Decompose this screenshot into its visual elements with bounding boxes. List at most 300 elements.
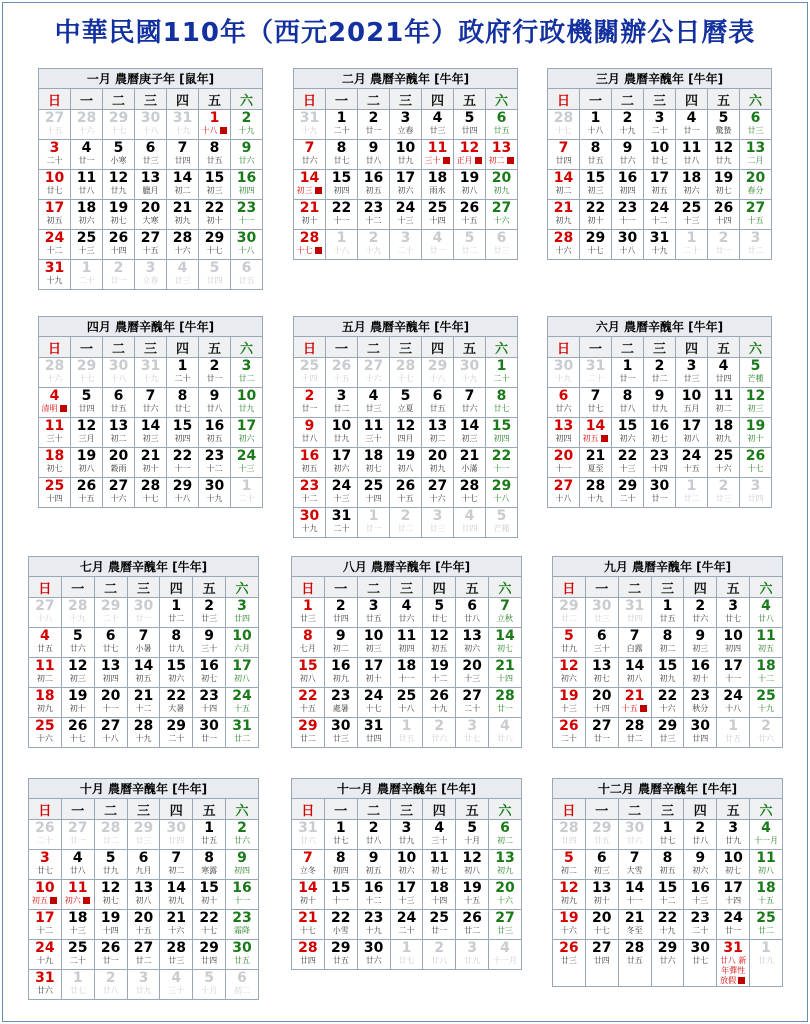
day-cell [717,940,750,987]
day-number: 14 [172,170,193,186]
day-number: 3 [145,260,156,276]
day-number: 15 [199,880,219,896]
day-number: 10 [44,170,65,186]
day-number: 23 [363,200,384,216]
lunar-date: 寒露 [201,866,218,875]
day-number: 4 [72,850,83,866]
day-number: 29 [559,598,579,614]
day-number: 4 [718,358,729,374]
lunar-date: 廿七 [69,986,86,995]
day-number: 22 [204,200,225,216]
day-cell [553,880,586,910]
weekday-header: 五 [456,577,489,598]
lunar-date: 初二 [715,404,732,413]
day-cell [357,688,390,718]
day-cell [292,850,325,880]
day-number: 24 [723,688,743,704]
lunar-date: 廿七 [493,404,510,413]
day-cell [489,718,522,748]
lunar-date: 十三 [464,674,481,683]
day-cell [71,140,103,170]
day-cell [39,140,71,170]
day-cell [684,658,717,688]
lunar-date: 廿九 [168,644,185,653]
day-cell [94,718,127,748]
day-cell [61,880,94,910]
lunar-date: 初九 [429,464,446,473]
month-calendar [293,316,518,538]
day-number: 4 [464,508,475,524]
day-cell [160,970,193,1000]
day-cell [390,110,422,140]
weekday-header: 五 [454,89,486,110]
day-cell [193,940,226,970]
day-cell [61,718,94,748]
day-cell [135,110,167,140]
day-cell [199,448,231,478]
lunar-date: 秋分 [692,704,709,713]
day-number: 21 [133,688,154,704]
day-cell [486,388,518,418]
day-number: 1 [368,508,379,524]
day-cell [326,358,358,388]
weekday-header: 一 [580,89,612,110]
day-number: 4 [434,820,445,836]
lunar-date: 廿四 [78,404,95,413]
lunar-date: 廿一 [78,156,95,165]
day-cell [717,880,750,910]
day-cell [740,478,772,508]
day-number: 30 [299,508,320,524]
day-number: 3 [467,940,478,956]
day-number: 8 [590,140,601,156]
day-cell [585,940,618,987]
lunar-date: 廿三 [715,494,732,503]
day-number: 23 [232,910,252,926]
day-number: 1 [662,598,673,614]
weekday-header: 四 [423,577,456,598]
lunar-date: 初四 [398,644,415,653]
day-cell [708,110,740,140]
day-number: 15 [491,418,512,434]
lunar-date: 二十 [36,836,53,845]
day-cell [585,658,618,688]
lunar-date: 廿八 [683,156,700,165]
day-cell [135,388,167,418]
day-number: 28 [172,230,193,246]
lunar-date: 初六 [560,674,577,683]
day-number: 18 [44,448,65,464]
day-cell [454,418,486,448]
day-cell [585,688,618,718]
day-cell [39,110,71,140]
day-number: 29 [491,478,512,494]
day-cell [127,940,160,970]
day-cell [127,820,160,850]
day-cell [127,880,160,910]
day-number: 9 [695,850,706,866]
lunar-date: 廿八 [692,836,709,845]
lunar-date: 十三 [619,464,636,473]
day-cell [651,910,684,940]
day-number: 5 [750,358,761,374]
weekday-header: 三 [644,89,676,110]
lunar-date: 十八 [199,126,230,136]
day-cell [61,658,94,688]
lunar-date: 二十 [46,156,63,165]
day-number: 29 [585,230,606,246]
lunar-date: 廿二 [747,246,764,255]
day-number: 10 [35,880,55,896]
day-number: 18 [429,880,450,896]
day-number: 22 [199,910,219,926]
day-number: 21 [624,910,645,926]
day-number: 13 [108,418,129,434]
day-cell [580,110,612,140]
day-cell [231,478,263,508]
day-number: 29 [172,478,193,494]
weekday-header: 日 [553,799,586,820]
lunar-date: 廿六 [431,734,448,743]
lunar-date: 十七 [294,246,325,256]
day-cell [618,688,651,718]
lunar-date: 初十 [142,464,159,473]
day-number: 30 [363,940,384,956]
lunar-date: 十九 [461,374,478,383]
day-cell [324,940,357,970]
day-cell [390,508,422,538]
day-cell [651,628,684,658]
holiday-marker-icon [59,404,68,413]
day-cell [548,448,580,478]
day-number: 4 [686,110,697,126]
lunar-date: 三十 [46,434,63,443]
lunar-date: 初六 [78,216,95,225]
weekday-header: 五 [199,89,231,110]
day-number: 4 [432,230,443,246]
day-number: 31 [585,358,606,374]
weekday-header: 五 [199,337,231,358]
day-cell [324,658,357,688]
lunar-date: 初四 [493,434,510,443]
weekday-header: 五 [717,799,750,820]
day-cell [612,448,644,478]
lunar-date: 十一 [619,216,636,225]
lunar-date: 廿一 [201,734,218,743]
day-cell [94,688,127,718]
lunar-date: 十五 [142,246,159,255]
lunar-date: 初四 [725,644,742,653]
lunar-date: 廿五 [398,734,415,743]
day-cell [231,140,263,170]
lunar-date: 廿五 [429,404,446,413]
month-header: 十一月 農曆辛醜年 [牛年] [292,779,522,799]
weekday-header: 二 [358,337,390,358]
day-cell [553,850,586,880]
day-number: 7 [590,388,601,404]
day-number: 17 [396,880,417,896]
day-cell [740,170,772,200]
day-cell [29,658,62,688]
lunar-date: 三十 [593,644,610,653]
lunar-date: 二十 [333,524,350,533]
lunar-date: 十四 [102,926,119,935]
lunar-date: 初三 [692,644,709,653]
lunar-date: 廿二 [333,404,350,413]
weekday-header: 一 [71,89,103,110]
day-cell [717,820,750,850]
day-number: 20 [100,688,121,704]
lunar-date: 初八 [464,866,481,875]
lunar-date: 十八 [429,374,446,383]
day-cell [708,448,740,478]
month-calendar [552,556,783,748]
day-cell [29,880,62,910]
lunar-date: 初三 [69,674,86,683]
lunar-date: 初八 [626,674,643,683]
day-number: 26 [713,200,734,216]
day-cell [454,358,486,388]
weekday-header: 二 [618,799,651,820]
day-cell [740,358,772,388]
day-cell [358,448,390,478]
lunar-date: 驚蟄 [715,126,732,135]
day-cell [324,598,357,628]
day-number: 29 [657,718,678,734]
day-cell [644,140,676,170]
lunar-date: 十七 [397,374,414,383]
day-number: 18 [76,200,97,216]
day-cell [454,478,486,508]
lunar-date: 臘月 [142,186,159,195]
lunar-date: 廿六 [619,156,636,165]
weekday-header: 一 [324,799,357,820]
day-cell [135,230,167,260]
day-number: 14 [624,658,645,674]
lunar-date: 十六 [46,374,63,383]
day-number: 27 [592,718,612,734]
day-cell [160,598,193,628]
day-cell [193,880,226,910]
day-number: 19 [108,200,129,216]
lunar-date: 廿七 [46,186,63,195]
day-number: 29 [100,598,121,614]
lunar-date: 十七 [142,494,159,503]
lunar-date: 三十 [168,986,185,995]
day-cell [644,478,676,508]
lunar-date: 初八 [234,674,251,683]
day-cell [548,478,580,508]
lunar-date: 廿一 [715,246,732,255]
day-cell [94,850,127,880]
day-cell [717,910,750,940]
weekday-header: 三 [390,337,422,358]
day-cell [226,688,259,718]
lunar-date: 廿九 [464,956,481,965]
weekday-header: 六 [231,337,263,358]
day-number: 2 [761,718,771,734]
weekday-header: 五 [193,799,226,820]
day-cell [456,628,489,658]
lunar-date: 十三 [683,216,700,225]
day-number: 9 [622,140,633,156]
weekday-header: 三 [390,89,422,110]
day-number: 17 [681,418,702,434]
lunar-date: 廿一 [365,524,382,533]
day-number: 28 [140,478,161,494]
day-cell [644,170,676,200]
day-cell [326,418,358,448]
day-number: 27 [553,478,574,494]
lunar-date: 十八 [493,494,510,503]
day-cell [489,658,522,688]
lunar-date: 十九 [135,734,152,743]
lunar-date: 廿七 [333,156,350,165]
day-number: 24 [35,940,55,956]
day-cell [29,820,62,850]
day-number: 3 [728,598,739,614]
day-cell [423,598,456,628]
lunar-date: 十二 [431,674,448,683]
day-cell [135,200,167,230]
day-cell [612,170,644,200]
day-number: 11 [363,418,384,434]
day-cell [423,820,456,850]
day-number: 1 [686,230,697,246]
lunar-date: 廿六 [398,614,415,623]
month-header: 七月 農曆辛醜年 [牛年] [29,557,259,577]
day-cell [358,140,390,170]
day-number: 10 [363,628,384,644]
lunar-date: 初七 [725,866,742,875]
day-cell [486,358,518,388]
day-number: 31 [299,110,320,126]
day-cell [717,598,750,628]
lunar-date: 十九 [651,246,668,255]
day-number: 25 [756,910,776,926]
day-cell [231,388,263,418]
lunar-date: 十七 [299,926,316,935]
day-number: 22 [617,448,638,464]
day-cell [160,880,193,910]
lunar-date: 十五 [461,216,478,225]
lunar-date: 十九 [238,126,255,135]
day-number: 18 [396,658,417,674]
day-cell [167,110,199,140]
day-cell [454,448,486,478]
day-cell [326,448,358,478]
day-cell [644,200,676,230]
day-cell [324,850,357,880]
day-number: 26 [35,820,55,836]
day-number: 12 [745,388,766,404]
day-number: 7 [558,140,569,156]
holiday-marker-icon [219,126,228,135]
day-number: 23 [331,688,351,704]
day-cell [326,508,358,538]
lunar-date: 初二 [110,434,127,443]
day-number: 3 [401,820,412,836]
day-number: 28 [459,478,480,494]
day-number: 6 [596,628,607,644]
lunar-date: 初十 [593,896,610,905]
lunar-date: 初二 [486,156,517,166]
day-number: 30 [204,478,225,494]
holiday-marker-icon [600,434,609,443]
day-number: 6 [138,850,149,866]
day-number: 9 [695,628,706,644]
day-cell [684,688,717,718]
day-cell [390,230,422,260]
day-cell [61,820,94,850]
weekday-header: 日 [294,337,326,358]
day-cell [422,200,454,230]
day-number: 7 [500,598,510,614]
lunar-date: 十八 [102,734,119,743]
day-cell [717,850,750,880]
day-number: 12 [76,418,97,434]
lunar-date: 廿三 [659,734,676,743]
day-number: 13 [553,418,574,434]
day-cell [39,230,71,260]
day-number: 3 [40,850,50,866]
day-number: 24 [723,910,743,926]
lunar-date: 十五 [683,464,700,473]
lunar-date: 廿八 [69,866,86,875]
lunar-date: 廿四 [715,374,732,383]
lunar-date: 廿六 [234,836,251,845]
lunar-date: 廿四 [692,734,709,743]
lunar-date: 廿三 [429,126,446,135]
lunar-date: 廿八 [365,156,382,165]
day-number: 16 [199,658,219,674]
lunar-date: 初八 [397,464,414,473]
day-cell [103,170,135,200]
day-cell [717,688,750,718]
lunar-date: 廿九 [110,186,127,195]
lunar-date: 廿三 [747,126,764,135]
lunar-date: 十九 [36,956,53,965]
day-number: 20 [427,448,448,464]
weekday-header: 五 [708,337,740,358]
day-cell [390,880,423,910]
weekday-header: 日 [553,577,586,598]
day-cell [486,230,518,260]
day-cell [644,110,676,140]
day-cell [456,658,489,688]
day-number: 4 [49,388,60,404]
day-number: 5 [209,260,220,276]
day-number: 29 [657,940,678,956]
day-cell [651,850,684,880]
day-number: 8 [303,628,313,644]
day-cell [548,170,580,200]
day-cell [456,688,489,718]
lunar-date: 十四 [715,216,732,225]
month-header: 六月 農曆辛醜年 [牛年] [548,317,772,337]
lunar-date: 二十 [333,126,350,135]
day-number: 10 [649,140,670,156]
day-cell [292,718,325,748]
lunar-date: 廿六 [758,734,775,743]
lunar-date: 初十 [587,216,604,225]
day-number: 22 [331,910,351,926]
lunar-date: 十一月 [754,836,779,845]
lunar-date: 十八 [333,246,350,255]
day-number: 30 [236,230,257,246]
day-cell [160,718,193,748]
day-number: 25 [756,688,776,704]
